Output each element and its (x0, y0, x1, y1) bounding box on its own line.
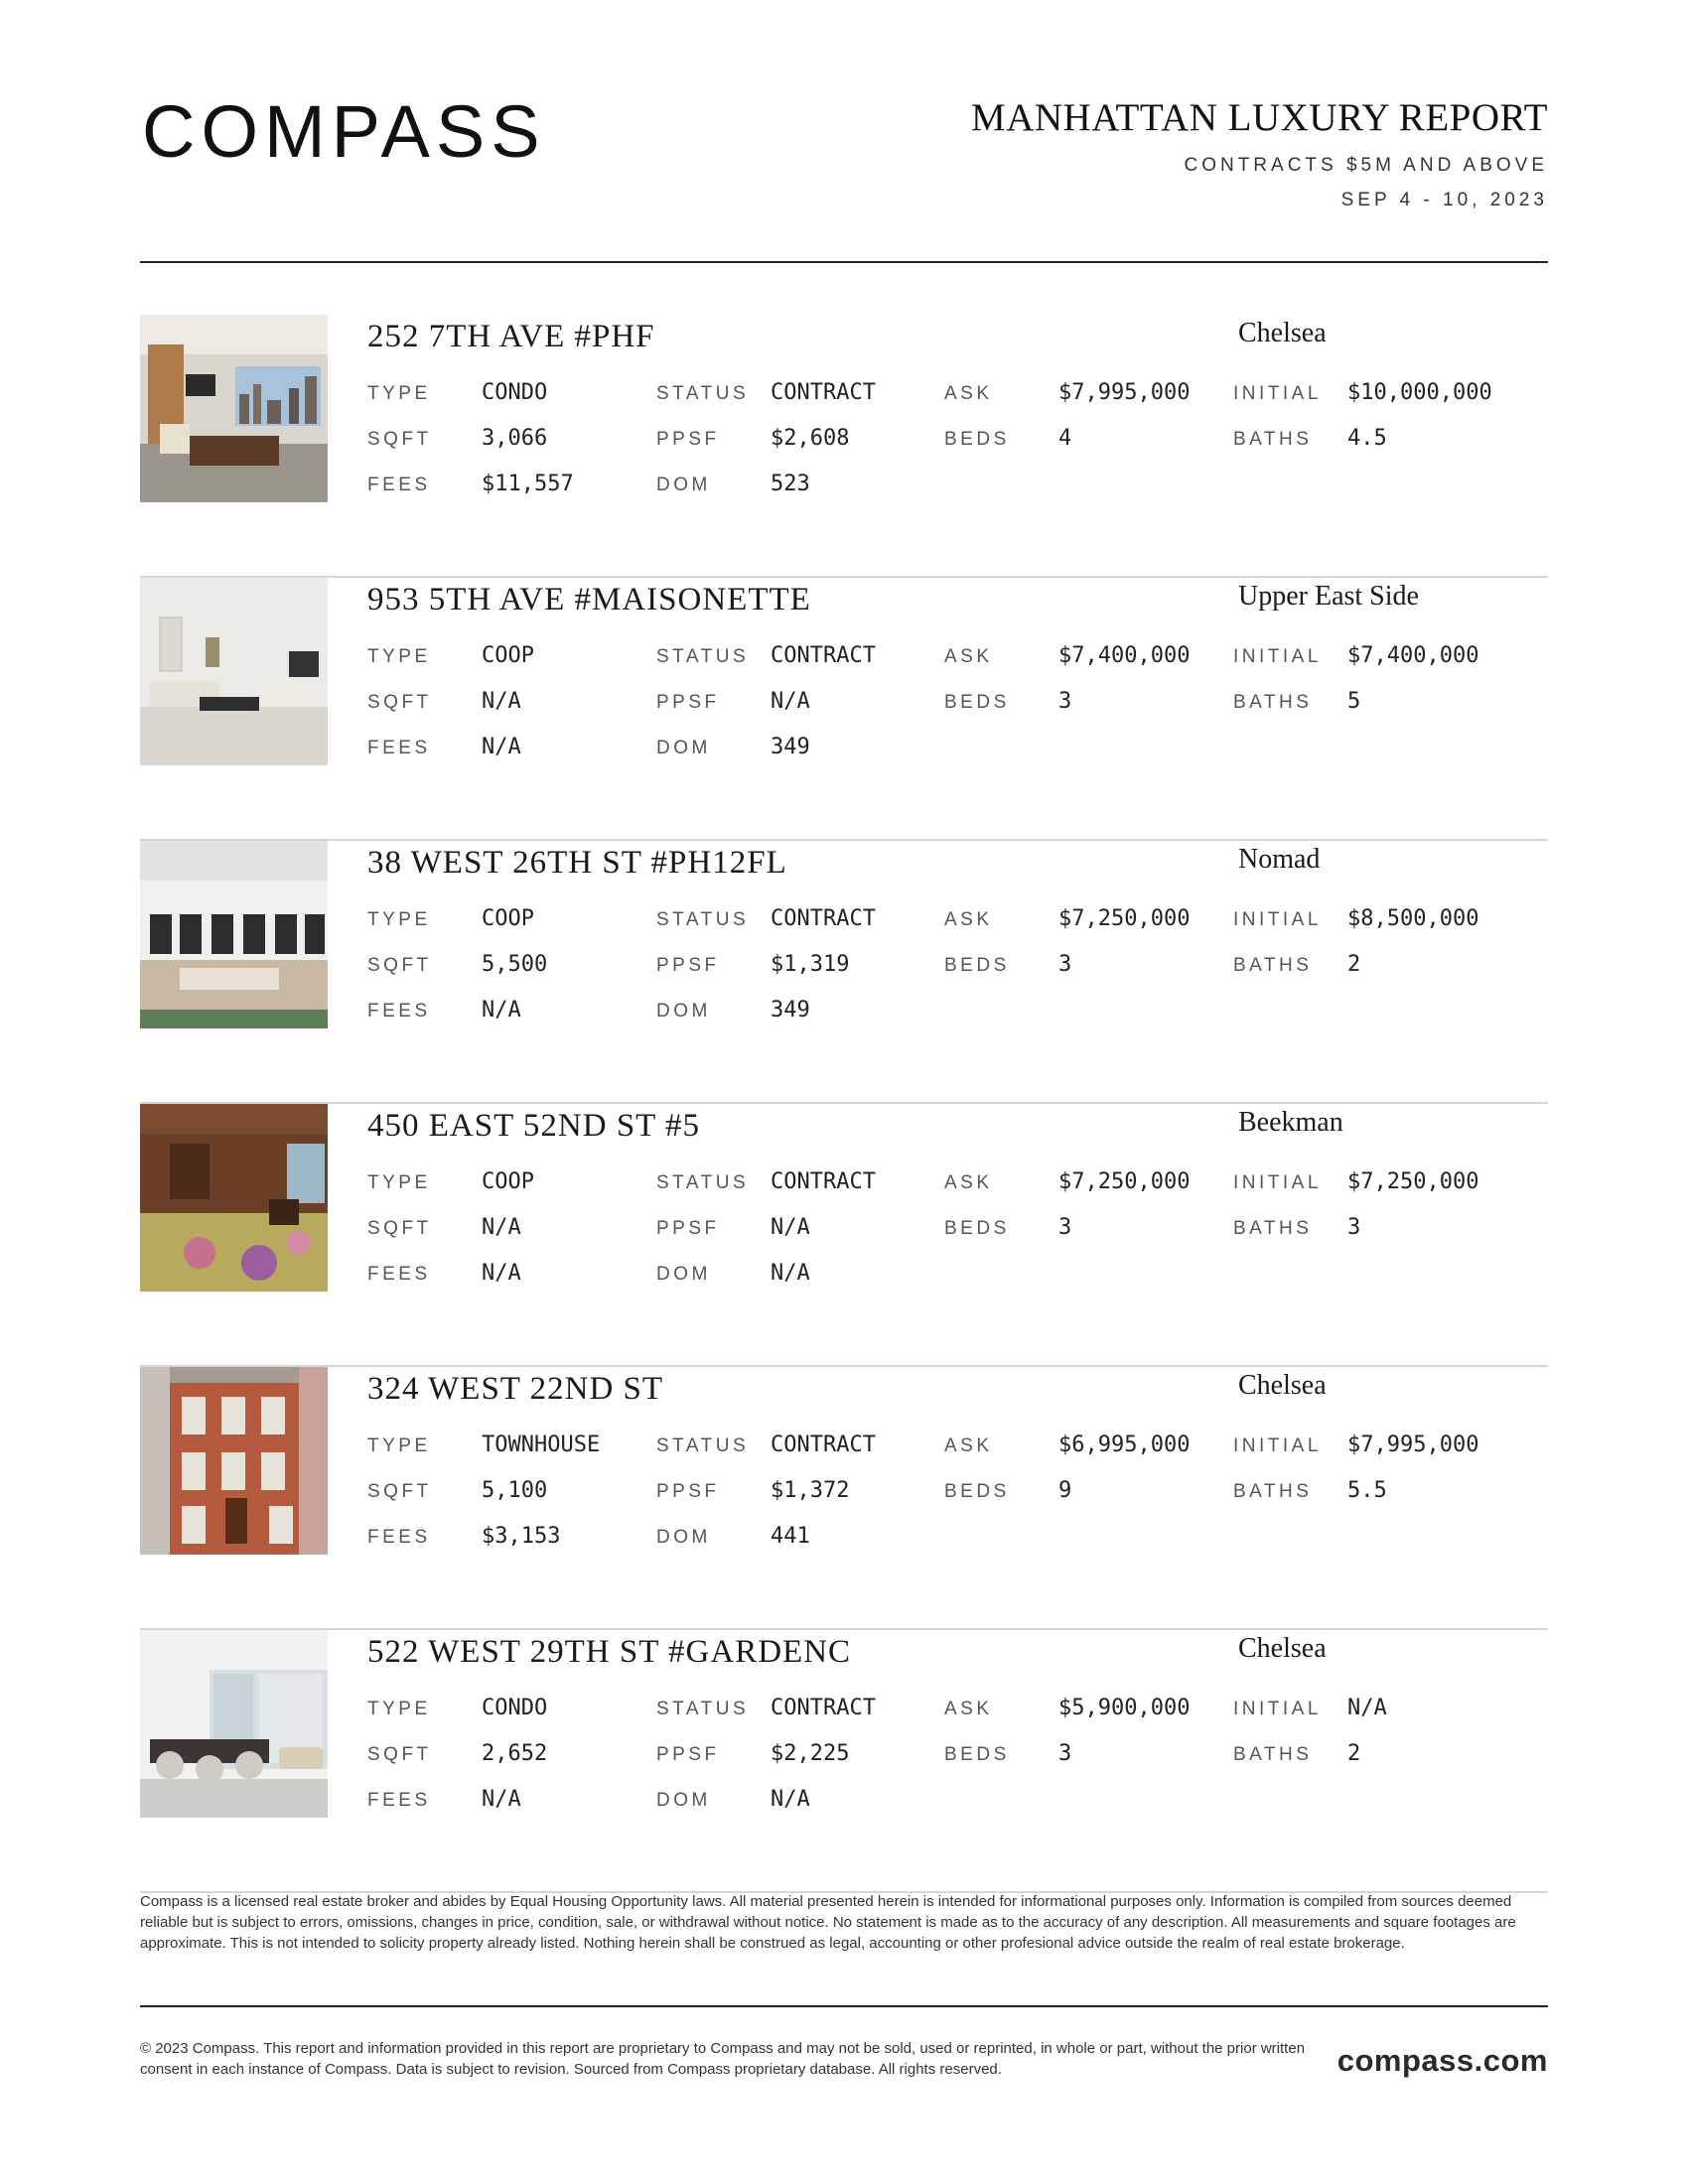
label-baths: BATHS (1233, 955, 1313, 976)
listing-address[interactable]: 252 7TH AVE #PHF (367, 319, 655, 354)
value-beds: 9 (1058, 1478, 1072, 1503)
logo-text: COMPASS (142, 95, 546, 171)
value-ppsf: $2,225 (771, 1741, 850, 1766)
value-baths: 2 (1347, 1741, 1361, 1766)
value-type: COOP (482, 1169, 534, 1194)
label-status: STATUS (656, 646, 750, 667)
listing-neighborhood: Nomad (1238, 844, 1321, 875)
value-sqft: 5,500 (482, 952, 548, 977)
value-initial: N/A (1347, 1696, 1387, 1720)
value-fees: $11,557 (482, 472, 574, 496)
value-dom: N/A (771, 1261, 810, 1286)
label-ppsf: PPSF (656, 692, 720, 713)
footer-divider (140, 2005, 1548, 2007)
value-sqft: 2,652 (482, 1741, 548, 1766)
listing-photo[interactable] (140, 578, 328, 765)
value-type: COOP (482, 643, 534, 668)
value-baths: 2 (1347, 952, 1361, 977)
label-dom: DOM (656, 738, 711, 758)
label-baths: BATHS (1233, 1481, 1313, 1502)
label-dom: DOM (656, 1527, 711, 1548)
label-type: TYPE (367, 1172, 431, 1193)
label-fees: FEES (367, 1264, 431, 1285)
value-fees: N/A (482, 735, 521, 759)
value-dom: 441 (771, 1524, 810, 1549)
value-type: CONDO (482, 1696, 548, 1720)
label-status: STATUS (656, 1699, 750, 1719)
listing-address[interactable]: 450 EAST 52ND ST #5 (367, 1108, 700, 1144)
value-baths: 5.5 (1347, 1478, 1387, 1503)
label-type: TYPE (367, 1699, 431, 1719)
value-status: CONTRACT (771, 906, 876, 931)
label-sqft: SQFT (367, 1481, 432, 1502)
value-ppsf: N/A (771, 1215, 810, 1240)
label-beds: BEDS (944, 692, 1010, 713)
label-fees: FEES (367, 475, 431, 495)
value-ask: $5,900,000 (1058, 1696, 1191, 1720)
listing-photo[interactable] (140, 1367, 328, 1555)
listing-photo[interactable] (140, 1630, 328, 1818)
value-baths: 4.5 (1347, 426, 1387, 451)
value-initial: $10,000,000 (1347, 380, 1492, 405)
value-sqft: 3,066 (482, 426, 548, 451)
value-status: CONTRACT (771, 1169, 876, 1194)
value-initial: $8,500,000 (1347, 906, 1479, 931)
value-baths: 3 (1347, 1215, 1361, 1240)
value-ppsf: N/A (771, 689, 810, 714)
listing-address[interactable]: 522 WEST 29TH ST #GARDENC (367, 1634, 852, 1670)
label-initial: INITIAL (1233, 1699, 1322, 1719)
disclaimer: Compass is a licensed real estate broker and abides by Equal Housing Opportunity laws. All material presented herein is intended for informational purposes only. Information is compiled from sources deemed reliable but is subject to errors, omissions, changes in price, condition, sale, or withdrawal without notice. No statement is made as to the accuracy of any description. All measurements and square footages are approximate. This is not intended to solicity property already listed. Nothing herein shall be construed as legal, accounting or other profesional advice outside the realm of real estate brokerage. (140, 1893, 1516, 1952)
label-type: TYPE (367, 383, 431, 404)
value-ppsf: $2,608 (771, 426, 850, 451)
value-initial: $7,400,000 (1347, 643, 1479, 668)
listing-card[interactable] (140, 1630, 1548, 1893)
value-initial: $7,995,000 (1347, 1433, 1479, 1457)
label-initial: INITIAL (1233, 909, 1322, 930)
value-type: COOP (482, 906, 534, 931)
label-beds: BEDS (944, 1481, 1010, 1502)
label-initial: INITIAL (1233, 646, 1322, 667)
label-status: STATUS (656, 383, 750, 404)
label-dom: DOM (656, 475, 711, 495)
listing-neighborhood: Upper East Side (1238, 581, 1419, 612)
compass-logo-mark (142, 95, 569, 171)
label-status: STATUS (656, 1172, 750, 1193)
label-baths: BATHS (1233, 1744, 1313, 1765)
label-ask: ASK (944, 909, 993, 930)
label-beds: BEDS (944, 955, 1010, 976)
label-ask: ASK (944, 383, 993, 404)
value-fees: $3,153 (482, 1524, 561, 1549)
label-initial: INITIAL (1233, 1172, 1322, 1193)
listing-photo[interactable] (140, 315, 328, 502)
listing-neighborhood: Chelsea (1238, 1370, 1327, 1401)
value-dom: 349 (771, 735, 810, 759)
value-dom: N/A (771, 1787, 810, 1812)
label-ppsf: PPSF (656, 429, 720, 450)
report-title: MANHATTAN LUXURY REPORT (971, 96, 1548, 139)
label-initial: INITIAL (1233, 1435, 1322, 1456)
value-ask: $7,400,000 (1058, 643, 1191, 668)
listing-address[interactable]: 324 WEST 22ND ST (367, 1371, 664, 1407)
copyright: © 2023 Compass. This report and information provided in this report are proprietary to Compass and may not be sold, used or reprinted, in whole or part, without the prior written consent in each instance of Compass. Data is subject to revision. Sourced from Compass proprietary database. All rights reserved. (140, 2040, 1306, 2078)
label-sqft: SQFT (367, 1744, 432, 1765)
label-type: TYPE (367, 1435, 431, 1456)
value-sqft: N/A (482, 689, 521, 714)
value-status: CONTRACT (771, 1696, 876, 1720)
label-type: TYPE (367, 646, 431, 667)
label-beds: BEDS (944, 1744, 1010, 1765)
listing-photo[interactable] (140, 1104, 328, 1292)
value-type: TOWNHOUSE (482, 1433, 601, 1457)
label-ppsf: PPSF (656, 1218, 720, 1239)
value-status: CONTRACT (771, 643, 876, 668)
value-ask: $6,995,000 (1058, 1433, 1191, 1457)
header-divider (140, 261, 1548, 263)
value-type: CONDO (482, 380, 548, 405)
value-status: CONTRACT (771, 1433, 876, 1457)
value-ppsf: $1,372 (771, 1478, 850, 1503)
compass-logo (142, 95, 569, 171)
label-baths: BATHS (1233, 692, 1313, 713)
value-baths: 5 (1347, 689, 1361, 714)
listing-photo[interactable] (140, 841, 328, 1028)
label-beds: BEDS (944, 429, 1010, 450)
value-ppsf: $1,319 (771, 952, 850, 977)
report-date: SEP 4 - 10, 2023 (1340, 190, 1548, 210)
report-subtitle: CONTRACTS $5M AND ABOVE (1184, 155, 1548, 176)
value-fees: N/A (482, 998, 521, 1023)
label-ask: ASK (944, 1699, 993, 1719)
value-beds: 3 (1058, 1215, 1072, 1240)
value-ask: $7,995,000 (1058, 380, 1191, 405)
value-beds: 3 (1058, 1741, 1072, 1766)
value-fees: N/A (482, 1787, 521, 1812)
label-status: STATUS (656, 909, 750, 930)
label-ask: ASK (944, 1435, 993, 1456)
listing-card[interactable] (140, 578, 1548, 841)
value-status: CONTRACT (771, 380, 876, 405)
label-dom: DOM (656, 1790, 711, 1811)
value-dom: 349 (771, 998, 810, 1023)
label-baths: BATHS (1233, 429, 1313, 450)
label-initial: INITIAL (1233, 383, 1322, 404)
value-beds: 3 (1058, 689, 1072, 714)
listing-address[interactable]: 953 5TH AVE #MAISONETTE (367, 582, 811, 617)
label-type: TYPE (367, 909, 431, 930)
label-dom: DOM (656, 1001, 711, 1022)
site-link[interactable]: compass.com (1336, 2043, 1548, 2078)
listing-card[interactable] (140, 315, 1548, 578)
listing-card[interactable] (140, 1104, 1548, 1367)
label-ask: ASK (944, 646, 993, 667)
label-ppsf: PPSF (656, 1481, 720, 1502)
value-initial: $7,250,000 (1347, 1169, 1479, 1194)
label-ask: ASK (944, 1172, 993, 1193)
value-beds: 4 (1058, 426, 1072, 451)
label-ppsf: PPSF (656, 1744, 720, 1765)
label-fees: FEES (367, 1001, 431, 1022)
label-sqft: SQFT (367, 692, 432, 713)
value-fees: N/A (482, 1261, 521, 1286)
listing-neighborhood: Chelsea (1238, 318, 1327, 348)
listing-neighborhood: Chelsea (1238, 1633, 1327, 1664)
label-fees: FEES (367, 1790, 431, 1811)
label-status: STATUS (656, 1435, 750, 1456)
value-sqft: N/A (482, 1215, 521, 1240)
listing-address[interactable]: 38 WEST 26TH ST #PH12FL (367, 845, 787, 881)
label-sqft: SQFT (367, 955, 432, 976)
label-fees: FEES (367, 1527, 431, 1548)
label-fees: FEES (367, 738, 431, 758)
listing-card[interactable] (140, 841, 1548, 1104)
value-beds: 3 (1058, 952, 1072, 977)
listing-card[interactable] (140, 1367, 1548, 1630)
value-ask: $7,250,000 (1058, 906, 1191, 931)
value-dom: 523 (771, 472, 810, 496)
label-beds: BEDS (944, 1218, 1010, 1239)
value-ask: $7,250,000 (1058, 1169, 1191, 1194)
value-sqft: 5,100 (482, 1478, 548, 1503)
label-ppsf: PPSF (656, 955, 720, 976)
label-dom: DOM (656, 1264, 711, 1285)
label-sqft: SQFT (367, 1218, 432, 1239)
label-baths: BATHS (1233, 1218, 1313, 1239)
label-sqft: SQFT (367, 429, 432, 450)
listing-neighborhood: Beekman (1238, 1107, 1343, 1138)
